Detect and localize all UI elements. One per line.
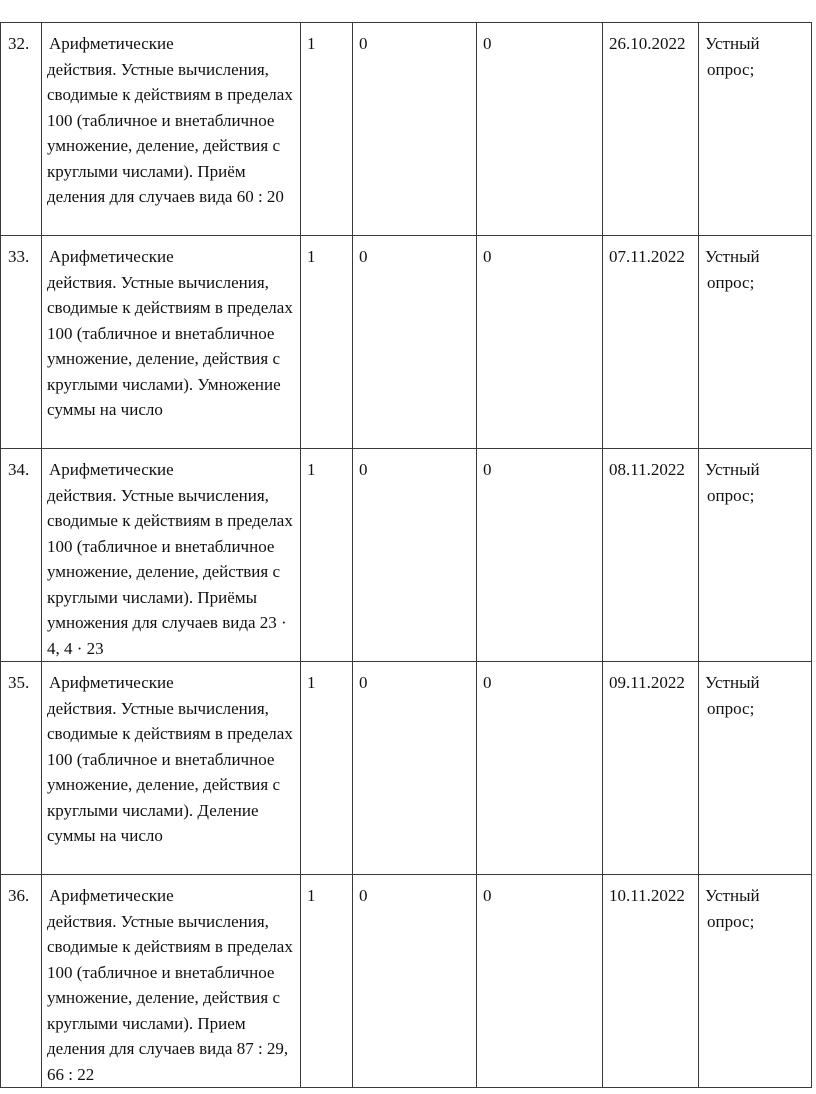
topic-rest: действия. Устные вычисления, сводимые к действиям в пределах 100 (табличное и внетабличное умножение, деление, действия с круглыми числами). Умножение суммы на число <box>47 272 293 419</box>
table-row <box>1 449 812 662</box>
table-row <box>1 875 812 1088</box>
lesson-date: 08.11.2022 <box>603 449 699 662</box>
lesson-topic <box>42 875 301 1088</box>
lesson-number: 35. <box>1 662 42 875</box>
lesson-date: 10.11.2022 <box>603 875 699 1088</box>
topic-first-line: Арифметические <box>49 673 174 692</box>
topic-rest: действия. Устные вычисления, сводимые к действиям в пределах 100 (табличное и внетабличное умножение, деление, действия с круглыми числами). Прием деления для случаев вида 87 : 29, 66 : 22 <box>47 911 293 1084</box>
lesson-topic <box>42 23 301 236</box>
lesson-date: 26.10.2022 <box>603 23 699 236</box>
lesson-plan-table <box>0 22 812 1088</box>
control-form-line1: Устный <box>705 673 760 692</box>
total-hours: 1 <box>301 449 353 662</box>
lesson-number: 34. <box>1 449 42 662</box>
control-form-line2: опрос; <box>707 272 755 292</box>
total-hours: 1 <box>301 236 353 449</box>
control-form-line2: опрос; <box>707 698 755 718</box>
control-form-line2: опрос; <box>707 911 755 931</box>
practical-hours: 0 <box>477 662 603 875</box>
lesson-number: 32. <box>1 23 42 236</box>
control-form <box>699 662 812 875</box>
practical-hours: 0 <box>477 23 603 236</box>
lesson-date: 09.11.2022 <box>603 662 699 875</box>
control-form-line2: опрос; <box>707 59 755 79</box>
total-hours: 1 <box>301 662 353 875</box>
lesson-date: 07.11.2022 <box>603 236 699 449</box>
control-form-line1: Устный <box>705 460 760 479</box>
control-form-line2: опрос; <box>707 485 755 505</box>
topic-first-line: Арифметические <box>49 34 174 53</box>
table-row <box>1 662 812 875</box>
control-hours: 0 <box>353 449 477 662</box>
topic-first-line: Арифметические <box>49 460 174 479</box>
control-hours: 0 <box>353 23 477 236</box>
topic-rest: действия. Устные вычисления, сводимые к действиям в пределах 100 (табличное и внетабличное умножение, деление, действия с круглыми числами). Приём деления для случаев вида 60 : 20 <box>47 59 293 206</box>
control-hours: 0 <box>353 662 477 875</box>
control-hours: 0 <box>353 875 477 1088</box>
table-row <box>1 23 812 236</box>
lesson-number: 33. <box>1 236 42 449</box>
control-form <box>699 875 812 1088</box>
control-form-line1: Устный <box>705 886 760 905</box>
lesson-topic <box>42 449 301 662</box>
control-form <box>699 236 812 449</box>
topic-rest: действия. Устные вычисления, сводимые к действиям в пределах 100 (табличное и внетабличное умножение, деление, действия с круглыми числами). Приёмы умножения для случаев вида 23 · 4, 4 · 23 <box>47 485 293 658</box>
lesson-topic <box>42 236 301 449</box>
topic-rest: действия. Устные вычисления, сводимые к действиям в пределах 100 (табличное и внетабличное умножение, деление, действия с круглыми числами). Деление суммы на число <box>47 698 293 845</box>
control-form <box>699 449 812 662</box>
practical-hours: 0 <box>477 236 603 449</box>
control-form <box>699 23 812 236</box>
practical-hours: 0 <box>477 449 603 662</box>
lesson-topic <box>42 662 301 875</box>
topic-first-line: Арифметические <box>49 886 174 905</box>
control-form-line1: Устный <box>705 247 760 266</box>
total-hours: 1 <box>301 23 353 236</box>
topic-first-line: Арифметические <box>49 247 174 266</box>
total-hours: 1 <box>301 875 353 1088</box>
table-row <box>1 236 812 449</box>
control-hours: 0 <box>353 236 477 449</box>
practical-hours: 0 <box>477 875 603 1088</box>
control-form-line1: Устный <box>705 34 760 53</box>
lesson-number: 36. <box>1 875 42 1088</box>
